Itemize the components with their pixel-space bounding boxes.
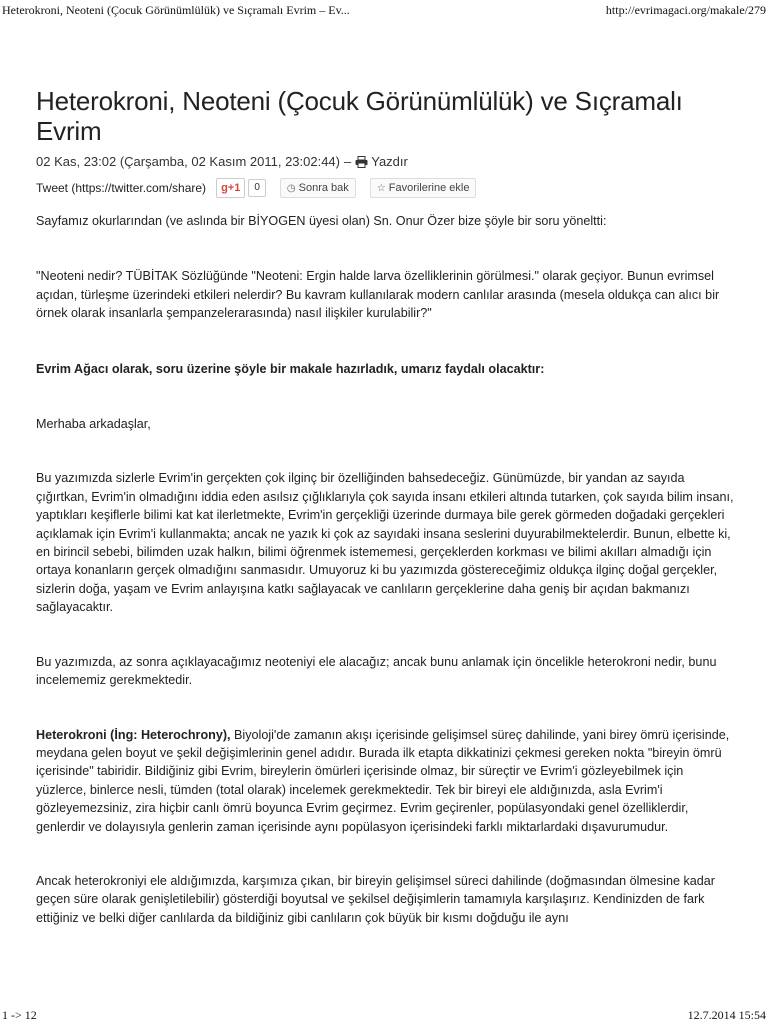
heterochrony-definition-text: Biyoloji'de zamanın akışı içerisinde gelişimsel süreç dahilinde, yani birey ömrü içerisinde, meydana gelen boyut ve şekil değişimlerinin genel adıdır. Burada ilk etapta dikkatinizi çekmesi gereken nokta "bireyin ömrü içerisinde" tabiridir. Bildiğiniz gibi Evrim, bireylerin ömürleri içerisinde olmaz, bir süreçtir ve Evrim'i gözleyebilmek için yüzlerce, binlerce nesli, tümden (total olarak) incelemek gerekmektedir. Tek bir bireyi ele aldığınızda, asla Evrim'i gözleyemezsiniz, zira hiçbir canlı ömrü boyunca Evrim geçirmez. Evrim geçirenler, popülasyondaki genel özelliklerdir, genlerdir ve dolayısıyla genlerin zaman içerisinde aynı popülasyon içerisindeki farklı miktarlardaki dışavurumudur. xyxy=(36,727,730,834)
article-date: 02 Kas, 23:02 (Çarşamba, 02 Kasım 2011, 23:02:44) xyxy=(36,154,340,169)
print-header-url: http://evrimagaci.org/makale/279 xyxy=(605,3,766,17)
paragraph-response-heading: Evrim Ağacı olarak, soru üzerine şöyle bir makale hazırladık, umarız faydalı olacaktır: xyxy=(36,361,545,376)
paragraph-intro: Sayfamız okurlarından (ve aslında bir BİYOGEN üyesi olan) Sn. Onur Özer bize şöyle bir soru yöneltti: xyxy=(36,214,607,228)
article-meta xyxy=(36,154,736,169)
star-icon: ☆ xyxy=(376,182,386,194)
tweet-link[interactable]: Tweet (https://twitter.com/share) xyxy=(36,181,207,195)
paragraph-question: "Neoteni nedir? TÜBİTAK Sözlüğünde "Neoteni: Ergin halde larva özelliklerinin görülmesi." olarak geçiyor. Bunun evrimsel açıdan, türleşme üzerindeki etkileri nelerdir? Bu kavram kullanılarak modern canlılar arasında (mesela oldukça can alıcı bir örnek olarak insanlarla şempanzelerarasında) nasıl ilişkiler kurulabilir?" xyxy=(36,269,720,321)
google-plus-count: 0 xyxy=(248,179,266,197)
add-favorites-button[interactable] xyxy=(370,178,477,198)
watch-later-button[interactable] xyxy=(280,178,356,198)
add-favorites-label: Favorilerine ekle xyxy=(388,182,470,194)
paragraph-introduction: Bu yazımızda sizlerle Evrim'in gerçekten çok ilginç bir özelliğinden bahsedeceğiz. Günümüzde, bir yandan az sayıda çığırtkan, Evrim'in olmadığını iddia eden asılsız çığlıklarıyla çok sayıda insanı etkileri altında tutarken, çok sayıda bilim insanı, yaptıkları keşiflerle bilimi kat kat ilerletmekte, Evrim'in gerçekliği üzerinde durmaya bile gerek görmeden doğadaki gerçekleri açıklamak için Evrim'i kullanmakta; ancak ne yazık ki çok az sayıdaki insana seslerini duyurabilmektelerdir. Bunun, elbette ki, en birincil sebebi, bilimden uzak halkın, bilimi öğrenmek istememesi, gerçeklerden korkması ve bilimi akılları almadığı için ortaya konanların gerçek olmadığını sanmasıdır. Umuyoruz ki bu yazımızda göstereceğimiz oldukça ilginç doğal gerçekler, sizlerin doğa, yaşam ve Evrim anlayışına katkı sağlayacak ve canlıların gerçeklerine daha geniş bir açıdan bakmanızı sağlayacaktır. xyxy=(36,471,734,615)
meta-separator: – xyxy=(344,154,352,169)
print-label: Yazdır xyxy=(371,154,408,169)
print-header-title: Heterokroni, Neoteni (Çocuk Görünümlülük) ve Sıçramalı Evrim – Ev... xyxy=(2,3,350,17)
heterochrony-term: Heterokroni (İng: Heterochrony), xyxy=(36,727,231,742)
share-bar xyxy=(36,178,736,198)
clock-icon: ◷ xyxy=(286,182,296,194)
printer-icon xyxy=(355,156,368,168)
print-button[interactable] xyxy=(355,154,408,169)
watch-later-label: Sonra bak xyxy=(298,182,349,194)
article xyxy=(36,86,736,927)
paragraph-greeting: Merhaba arkadaşlar, xyxy=(36,417,151,432)
google-plus-button[interactable]: g+1 xyxy=(216,178,245,198)
paragraph-neoteny-preview: Bu yazımızda, az sonra açıklayacağımız neoteniyi ele alacağız; ancak bunu anlamak için öncelikle heterokroni nedir, bunu incelememiz gerekmektedir. xyxy=(36,654,717,688)
page-indicator: 1 -> 12 xyxy=(2,1008,37,1022)
paragraph-heterochrony-definition xyxy=(36,726,736,836)
article-title: Heterokroni, Neoteni (Çocuk Görünümlülük) ve Sıçramalı Evrim xyxy=(36,86,683,146)
article-body xyxy=(36,212,736,927)
print-header xyxy=(0,0,768,20)
print-footer xyxy=(0,1006,768,1024)
print-datetime: 12.7.2014 15:54 xyxy=(687,1008,766,1022)
paragraph-heterochrony-discussion: Ancak heterokroniyi ele aldığımızda, karşımıza çıkan, bir bireyin gelişimsel süreci dahilinde (doğmasından ölmesine kadar geçen süre olarak genişletilebilir) gösterdiği boyutsal ve şekilsel değişimlerin tamamıyla karşılaşırız. Kendinizden de fark ettiğiniz ve belki diğer canlılarda da bildiğiniz gibi canlıların çok büyük bir kısmı doğduğu ile aynı xyxy=(36,873,715,925)
